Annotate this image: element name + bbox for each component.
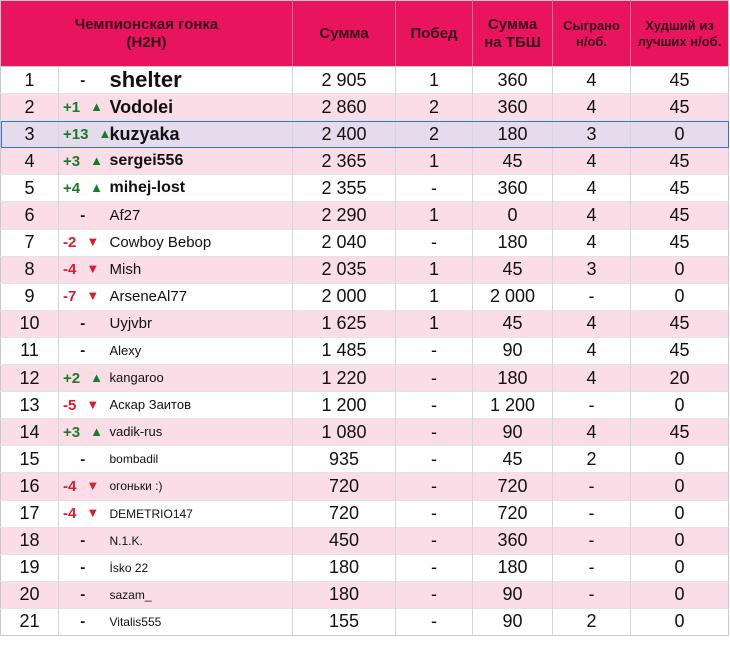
player-name-cell[interactable] bbox=[107, 175, 293, 202]
player-name: N.1.K. bbox=[109, 533, 143, 548]
position-change-cell bbox=[59, 148, 107, 175]
wins-cell: - bbox=[396, 446, 473, 473]
player-name-cell[interactable] bbox=[107, 229, 293, 256]
arrow-down-icon: ▼ bbox=[86, 261, 100, 277]
worst-cell: 0 bbox=[631, 500, 729, 527]
arrow-down-icon: ▼ bbox=[86, 477, 100, 493]
player-name-cell[interactable] bbox=[107, 67, 293, 94]
tbsh-sum-cell: 180 bbox=[473, 229, 553, 256]
position-change-value: -7 bbox=[63, 288, 77, 306]
rank-cell: 8 bbox=[1, 256, 59, 283]
table-row[interactable] bbox=[1, 581, 729, 608]
wins-cell: 1 bbox=[396, 256, 473, 283]
wins-header-label: Побед bbox=[410, 24, 458, 42]
sum-cell: 2 035 bbox=[293, 256, 396, 283]
position-change-value: - bbox=[80, 342, 86, 360]
tbsh-sum-cell: 360 bbox=[473, 67, 553, 94]
position-change-value: - bbox=[80, 207, 86, 225]
table-row[interactable] bbox=[1, 310, 729, 337]
tbsh-sum-cell: 1 200 bbox=[473, 392, 553, 419]
player-name: огоньки :) bbox=[109, 479, 163, 494]
header-row bbox=[1, 1, 729, 67]
tbsh-sum-cell: 360 bbox=[473, 527, 553, 554]
player-name-cell[interactable] bbox=[107, 446, 293, 473]
position-change-cell bbox=[59, 554, 107, 581]
played-cell: 4 bbox=[553, 148, 631, 175]
rank-cell: 7 bbox=[1, 229, 59, 256]
sum-cell: 2 040 bbox=[293, 229, 396, 256]
arrow-down-icon: ▼ bbox=[86, 234, 100, 250]
worst-cell: 45 bbox=[631, 175, 729, 202]
sum-cell: 2 000 bbox=[293, 283, 396, 310]
rank-cell: 4 bbox=[1, 148, 59, 175]
position-change-cell bbox=[59, 581, 107, 608]
played-header-line2: н/об. bbox=[576, 33, 608, 49]
position-change-cell bbox=[59, 446, 107, 473]
tbsh-sum-cell: 90 bbox=[473, 581, 553, 608]
wins-cell: - bbox=[396, 500, 473, 527]
position-change-value: +2 bbox=[63, 369, 81, 387]
rank-cell: 20 bbox=[1, 581, 59, 608]
position-change-cell bbox=[59, 419, 107, 446]
table-header bbox=[1, 1, 729, 67]
title-line1: Чемпионская гонка bbox=[74, 15, 219, 33]
position-change-cell bbox=[59, 337, 107, 364]
position-change-value: - bbox=[80, 532, 86, 550]
position-change-value: +1 bbox=[63, 98, 81, 116]
worst-cell: 20 bbox=[631, 365, 729, 392]
tbsh-header-line1: Сумма bbox=[487, 15, 538, 33]
position-change-value: - bbox=[80, 315, 86, 333]
position-change-cell bbox=[59, 67, 107, 94]
rank-cell: 10 bbox=[1, 310, 59, 337]
worst-column-header[interactable] bbox=[631, 1, 729, 67]
sum-cell: 1 485 bbox=[293, 337, 396, 364]
sum-cell: 720 bbox=[293, 473, 396, 500]
wins-cell: 2 bbox=[396, 94, 473, 121]
position-change-value: - bbox=[80, 586, 86, 604]
tbsh-sum-cell: 360 bbox=[473, 94, 553, 121]
played-cell: 4 bbox=[553, 310, 631, 337]
sum-cell: 2 365 bbox=[293, 148, 396, 175]
position-change-value: - bbox=[80, 559, 86, 577]
played-cell: - bbox=[553, 500, 631, 527]
table-row[interactable] bbox=[1, 229, 729, 256]
sum-cell: 450 bbox=[293, 527, 396, 554]
position-change-value: -5 bbox=[63, 396, 77, 414]
sum-cell: 2 860 bbox=[293, 94, 396, 121]
played-cell: 4 bbox=[553, 202, 631, 229]
tbsh-sum-cell: 360 bbox=[473, 175, 553, 202]
tbsh-sum-cell: 0 bbox=[473, 202, 553, 229]
tbsh-column-header[interactable] bbox=[473, 1, 553, 67]
played-cell: - bbox=[553, 392, 631, 419]
player-name-cell[interactable] bbox=[107, 310, 293, 337]
arrow-up-icon: ▲ bbox=[98, 125, 112, 141]
player-name-cell[interactable] bbox=[107, 473, 293, 500]
played-cell: 4 bbox=[553, 229, 631, 256]
worst-cell: 45 bbox=[631, 229, 729, 256]
wins-cell: 1 bbox=[396, 148, 473, 175]
position-change-cell bbox=[59, 229, 107, 256]
sum-cell: 1 625 bbox=[293, 310, 396, 337]
played-cell: - bbox=[553, 527, 631, 554]
wins-cell: - bbox=[396, 419, 473, 446]
worst-cell: 45 bbox=[631, 148, 729, 175]
rank-cell: 18 bbox=[1, 527, 59, 554]
rank-cell: 5 bbox=[1, 175, 59, 202]
player-name-cell[interactable] bbox=[107, 365, 293, 392]
worst-cell: 0 bbox=[631, 256, 729, 283]
player-name: Аскар Заитов bbox=[109, 397, 192, 413]
worst-cell: 45 bbox=[631, 94, 729, 121]
played-cell: 4 bbox=[553, 67, 631, 94]
player-name: Vodolei bbox=[109, 96, 174, 117]
position-change-cell bbox=[59, 175, 107, 202]
wins-cell: - bbox=[396, 554, 473, 581]
position-change-cell bbox=[59, 527, 107, 554]
tbsh-sum-cell: 90 bbox=[473, 608, 553, 635]
worst-cell: 0 bbox=[631, 527, 729, 554]
table-row[interactable] bbox=[1, 473, 729, 500]
table-row[interactable] bbox=[1, 527, 729, 554]
sum-cell: 155 bbox=[293, 608, 396, 635]
player-name: vadik-rus bbox=[109, 424, 163, 440]
arrow-down-icon: ▼ bbox=[86, 505, 100, 521]
worst-cell: 45 bbox=[631, 67, 729, 94]
position-change-cell bbox=[59, 283, 107, 310]
player-name: kuzyaka bbox=[109, 123, 180, 144]
wins-cell: 1 bbox=[396, 310, 473, 337]
rank-cell: 12 bbox=[1, 365, 59, 392]
rank-cell: 2 bbox=[1, 94, 59, 121]
sum-cell: 1 220 bbox=[293, 365, 396, 392]
position-change-cell bbox=[59, 365, 107, 392]
table-row[interactable] bbox=[1, 148, 729, 175]
table-row[interactable] bbox=[1, 446, 729, 473]
worst-cell: 45 bbox=[631, 337, 729, 364]
position-change-cell bbox=[59, 310, 107, 337]
player-name-cell[interactable] bbox=[107, 337, 293, 364]
wins-cell: - bbox=[396, 473, 473, 500]
table-row[interactable] bbox=[1, 283, 729, 310]
player-name: bombadil bbox=[109, 452, 159, 467]
position-change-cell bbox=[59, 500, 107, 527]
worst-cell: 0 bbox=[631, 608, 729, 635]
position-change-value: -4 bbox=[63, 477, 77, 495]
tbsh-sum-cell: 180 bbox=[473, 365, 553, 392]
wins-cell: - bbox=[396, 581, 473, 608]
position-change-value: -2 bbox=[63, 234, 77, 252]
played-cell: 2 bbox=[553, 608, 631, 635]
tbsh-sum-cell: 720 bbox=[473, 473, 553, 500]
arrow-down-icon: ▼ bbox=[86, 288, 100, 304]
position-change-cell bbox=[59, 94, 107, 121]
rank-cell: 13 bbox=[1, 392, 59, 419]
rank-cell: 17 bbox=[1, 500, 59, 527]
rank-cell: 6 bbox=[1, 202, 59, 229]
player-name-cell[interactable] bbox=[107, 121, 293, 148]
arrow-up-icon: ▲ bbox=[90, 152, 103, 168]
worst-cell: 0 bbox=[631, 392, 729, 419]
player-name: sazam_ bbox=[109, 587, 152, 602]
position-change-cell bbox=[59, 256, 107, 283]
rank-cell: 3 bbox=[1, 121, 59, 148]
wins-cell: - bbox=[396, 608, 473, 635]
wins-cell: 1 bbox=[396, 283, 473, 310]
worst-cell: 45 bbox=[631, 419, 729, 446]
title-line2: (H2H) bbox=[126, 33, 167, 51]
position-change-value: - bbox=[80, 450, 86, 468]
position-change-value: +4 bbox=[63, 179, 81, 197]
tbsh-sum-cell: 45 bbox=[473, 310, 553, 337]
position-change-value: +13 bbox=[63, 125, 89, 143]
sum-cell: 2 355 bbox=[293, 175, 396, 202]
played-cell: - bbox=[553, 283, 631, 310]
player-name: shelter bbox=[109, 67, 182, 93]
table-row[interactable] bbox=[1, 365, 729, 392]
player-name-cell[interactable] bbox=[107, 608, 293, 635]
position-change-value: +3 bbox=[63, 423, 81, 441]
player-name: mihej-lost bbox=[109, 179, 186, 197]
arrow-up-icon: ▲ bbox=[90, 98, 103, 114]
table-row[interactable] bbox=[1, 94, 729, 121]
position-change-cell bbox=[59, 608, 107, 635]
worst-cell: 0 bbox=[631, 446, 729, 473]
tbsh-sum-cell: 180 bbox=[473, 121, 553, 148]
sum-cell: 1 080 bbox=[293, 419, 396, 446]
player-name: sergei556 bbox=[109, 152, 184, 170]
player-name-cell[interactable] bbox=[107, 419, 293, 446]
table-row[interactable] bbox=[1, 175, 729, 202]
rank-cell: 11 bbox=[1, 337, 59, 364]
wins-cell: - bbox=[396, 337, 473, 364]
sum-column-header[interactable] bbox=[293, 1, 396, 67]
player-name-cell[interactable] bbox=[107, 283, 293, 310]
arrow-up-icon: ▲ bbox=[90, 179, 103, 195]
table-title-header bbox=[1, 1, 293, 67]
sum-cell: 180 bbox=[293, 554, 396, 581]
table-row[interactable] bbox=[1, 67, 729, 94]
played-cell: 4 bbox=[553, 337, 631, 364]
rank-cell: 21 bbox=[1, 608, 59, 635]
player-name: ArseneAl77 bbox=[109, 287, 188, 305]
player-name: Mish bbox=[109, 260, 142, 278]
wins-cell: - bbox=[396, 527, 473, 554]
arrow-down-icon: ▼ bbox=[86, 396, 100, 412]
tbsh-sum-cell: 45 bbox=[473, 256, 553, 283]
played-cell: - bbox=[553, 581, 631, 608]
player-name-cell[interactable] bbox=[107, 94, 293, 121]
sum-header-label: Сумма bbox=[319, 24, 369, 42]
position-change-value: - bbox=[80, 71, 86, 89]
worst-header-line2: лучших н/об. bbox=[637, 33, 722, 49]
rank-cell: 14 bbox=[1, 419, 59, 446]
table-row[interactable] bbox=[1, 202, 729, 229]
played-cell: 3 bbox=[553, 256, 631, 283]
table-row[interactable] bbox=[1, 256, 729, 283]
worst-cell: 45 bbox=[631, 202, 729, 229]
player-name-cell[interactable] bbox=[107, 202, 293, 229]
worst-cell: 0 bbox=[631, 581, 729, 608]
tbsh-sum-cell: 180 bbox=[473, 554, 553, 581]
wins-column-header[interactable] bbox=[396, 1, 473, 67]
player-name: DEMETRIO147 bbox=[109, 506, 193, 521]
played-cell: - bbox=[553, 554, 631, 581]
wins-cell: - bbox=[396, 229, 473, 256]
player-name: Cowboy Bebop bbox=[109, 233, 212, 251]
tbsh-sum-cell: 45 bbox=[473, 446, 553, 473]
table-row[interactable] bbox=[1, 500, 729, 527]
rank-cell: 16 bbox=[1, 473, 59, 500]
table-row[interactable] bbox=[1, 121, 729, 148]
sum-cell: 720 bbox=[293, 500, 396, 527]
position-change-cell bbox=[59, 202, 107, 229]
player-name: kangaroo bbox=[109, 370, 164, 386]
tbsh-sum-cell: 720 bbox=[473, 500, 553, 527]
worst-cell: 0 bbox=[631, 283, 729, 310]
player-name-cell[interactable] bbox=[107, 527, 293, 554]
table-row[interactable] bbox=[1, 419, 729, 446]
played-cell: 4 bbox=[553, 175, 631, 202]
tbsh-header-line2: на ТБШ bbox=[484, 33, 541, 51]
player-name-cell[interactable] bbox=[107, 148, 293, 175]
sum-cell: 2 290 bbox=[293, 202, 396, 229]
wins-cell: - bbox=[396, 365, 473, 392]
worst-cell: 45 bbox=[631, 310, 729, 337]
tbsh-sum-cell: 90 bbox=[473, 337, 553, 364]
arrow-up-icon: ▲ bbox=[90, 423, 103, 439]
player-name-cell[interactable] bbox=[107, 500, 293, 527]
sum-cell: 1 200 bbox=[293, 392, 396, 419]
arrow-up-icon: ▲ bbox=[90, 369, 103, 385]
table-row[interactable] bbox=[1, 337, 729, 364]
sum-cell: 2 400 bbox=[293, 121, 396, 148]
table-row[interactable] bbox=[1, 392, 729, 419]
wins-cell: - bbox=[396, 175, 473, 202]
player-name: Alexy bbox=[109, 342, 142, 358]
played-cell: 3 bbox=[553, 121, 631, 148]
player-name: Uyjvbr bbox=[109, 314, 153, 332]
played-cell: 4 bbox=[553, 365, 631, 392]
played-cell: 4 bbox=[553, 94, 631, 121]
played-cell: 2 bbox=[553, 446, 631, 473]
tbsh-sum-cell: 90 bbox=[473, 419, 553, 446]
position-change-value: -4 bbox=[63, 505, 77, 523]
player-name-cell[interactable] bbox=[107, 581, 293, 608]
worst-cell: 0 bbox=[631, 473, 729, 500]
table-row[interactable] bbox=[1, 608, 729, 635]
player-name-cell[interactable] bbox=[107, 392, 293, 419]
tbsh-sum-cell: 2 000 bbox=[473, 283, 553, 310]
sum-cell: 2 905 bbox=[293, 67, 396, 94]
played-header-line1: Сыграно bbox=[563, 17, 620, 33]
rank-cell: 9 bbox=[1, 283, 59, 310]
position-change-cell bbox=[59, 392, 107, 419]
player-name: İsko 22 bbox=[109, 560, 149, 575]
worst-header-line1: Худший из bbox=[645, 17, 714, 33]
played-column-header[interactable] bbox=[553, 1, 631, 67]
position-change-value: - bbox=[80, 613, 86, 631]
wins-cell: 1 bbox=[396, 67, 473, 94]
player-name: Af27 bbox=[109, 206, 141, 224]
sum-cell: 180 bbox=[293, 581, 396, 608]
played-cell: 4 bbox=[553, 419, 631, 446]
rank-cell: 15 bbox=[1, 446, 59, 473]
table-row[interactable] bbox=[1, 554, 729, 581]
rank-cell: 19 bbox=[1, 554, 59, 581]
rank-cell: 1 bbox=[1, 67, 59, 94]
played-cell: - bbox=[553, 473, 631, 500]
wins-cell: - bbox=[396, 392, 473, 419]
player-name-cell[interactable] bbox=[107, 256, 293, 283]
position-change-value: -4 bbox=[63, 261, 77, 279]
worst-cell: 0 bbox=[631, 121, 729, 148]
position-change-cell bbox=[59, 121, 112, 148]
position-change-value: +3 bbox=[63, 152, 81, 170]
player-name-cell[interactable] bbox=[107, 554, 293, 581]
wins-cell: 2 bbox=[396, 121, 473, 148]
table-body bbox=[1, 67, 729, 636]
sum-cell: 935 bbox=[293, 446, 396, 473]
tbsh-sum-cell: 45 bbox=[473, 148, 553, 175]
worst-cell: 0 bbox=[631, 554, 729, 581]
position-change-cell bbox=[59, 473, 107, 500]
wins-cell: 1 bbox=[396, 202, 473, 229]
player-name: Vitalis555 bbox=[109, 614, 162, 629]
